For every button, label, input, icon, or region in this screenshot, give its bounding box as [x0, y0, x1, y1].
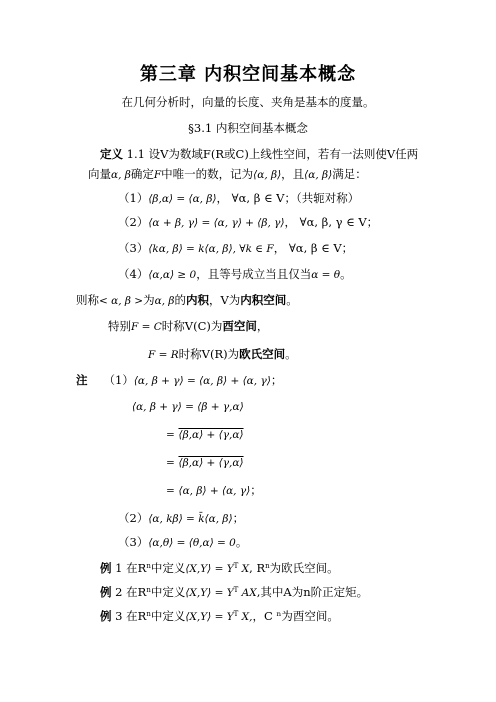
text: ,其中	[256, 585, 284, 599]
example-formula: X,	[238, 611, 253, 623]
superscript: T	[233, 610, 239, 618]
text: 。	[286, 293, 298, 307]
example-3	[100, 608, 339, 625]
space-symbol: R	[137, 561, 147, 575]
section-heading: §3.1 内积空间基本概念	[188, 121, 308, 135]
axiom-number: （2）	[118, 215, 149, 229]
example-1	[100, 560, 339, 577]
axiom-1	[118, 190, 359, 207]
math-field: F	[153, 169, 162, 181]
text: ；	[250, 483, 262, 497]
text: 中定义	[150, 609, 186, 623]
text: 则称	[76, 293, 99, 307]
note-line-2	[118, 510, 244, 527]
example-formula: ⟨X,Y⟩ = Y	[185, 587, 234, 599]
space-symbol: R	[137, 585, 147, 599]
note-formula: ⟨α, β + γ⟩ = ⟨α, β⟩ + ⟨α, γ⟩	[133, 375, 271, 387]
equals-sign: =	[166, 429, 175, 441]
text: 3 在	[111, 609, 138, 623]
derivation-line-1	[166, 426, 244, 443]
axiom-condition: ， ∀α, β ∈ V；（共轭对称）	[216, 191, 360, 205]
axiom-number: （4）	[118, 267, 149, 281]
note-number: （3）	[118, 535, 149, 549]
superscript: n	[146, 562, 151, 570]
term-inner-product: 内积	[185, 293, 209, 307]
text: 为	[143, 293, 155, 307]
derivation-formula: ⟨α, β⟩ + ⟨α, γ⟩	[178, 485, 251, 497]
example-label: 例	[100, 609, 112, 623]
axiom-2	[118, 214, 378, 231]
example-formula: ⟨X,Y⟩ = Y	[185, 611, 234, 623]
definition-label: 定义	[100, 147, 123, 161]
math-inner-product: ⟨α, β⟩	[253, 169, 282, 181]
text: 2 在	[111, 585, 138, 599]
text: A为n阶正定矩。	[283, 585, 369, 599]
superscript: T	[233, 562, 239, 570]
math-field-eq: F = C	[131, 321, 162, 333]
text: 。	[235, 535, 248, 549]
text: 特别	[108, 319, 131, 333]
text: 向量	[88, 167, 111, 181]
equals-sign: =	[166, 485, 175, 497]
term-euclidean-space: 欧氏空间	[239, 347, 286, 361]
text: 中定义	[150, 585, 186, 599]
text: 时称V(R)为	[178, 347, 240, 361]
example-formula: X	[238, 563, 250, 575]
math-vars: α, β	[154, 295, 175, 307]
derivation-line-3	[166, 482, 262, 499]
superscript: T	[233, 586, 239, 594]
text: 确定	[130, 167, 154, 181]
note-line-1	[76, 372, 282, 389]
conclusion-line	[76, 292, 298, 309]
text: 时称V(C)为	[161, 319, 223, 333]
text: ，V为	[208, 293, 241, 307]
note-formula: ⟨α,θ⟩ = ⟨θ,α⟩ = 0	[148, 537, 236, 549]
note-formula: ⟨α, kβ⟩ = k̄⟨α, β⟩	[148, 513, 233, 525]
text: 中唯一的数，记为	[161, 167, 254, 181]
text: C ⁿ为酉空间。	[264, 609, 339, 623]
math-inner-product: < α, β >	[99, 295, 144, 307]
note-number: （2）	[118, 511, 149, 525]
example-label: 例	[100, 561, 112, 575]
axiom-condition: ， ∀α, β, γ ∈ V；	[284, 215, 379, 229]
derivation-formula: ⟨α, β + γ⟩ = ⟨β + γ,α⟩	[132, 401, 244, 413]
math-inner-product: ⟨α, β⟩	[304, 169, 333, 181]
space-symbol: R	[137, 609, 147, 623]
axiom-4	[118, 266, 352, 283]
text: 满足：	[332, 167, 367, 181]
special-euclidean	[148, 346, 297, 363]
axiom-formula: ⟨β,α⟩ = ⟨α, β⟩	[148, 193, 217, 205]
math-vars: α, β	[111, 169, 131, 181]
text: , R	[249, 561, 266, 575]
text: 。	[285, 347, 297, 361]
example-label: 例	[100, 585, 112, 599]
axiom-equality: α = θ	[311, 269, 341, 281]
note-line-3	[118, 534, 247, 551]
text: ；	[232, 511, 245, 525]
superscript: n	[265, 562, 270, 570]
equals-sign: =	[166, 457, 175, 469]
axiom-3	[118, 240, 353, 257]
text: ，且	[281, 167, 305, 181]
example-formula: ⟨X,Y⟩ = Y	[185, 563, 234, 575]
derivation-line-2	[166, 454, 244, 471]
derivation-line-0	[132, 398, 244, 415]
chapter-title: 第三章 内积空间基本概念	[139, 64, 357, 85]
text: 。	[340, 267, 352, 281]
axiom-formula: ⟨kα, β⟩ = k⟨α, β⟩, ∀k ∈ F	[148, 243, 274, 255]
derivation-formula	[178, 457, 243, 469]
text: 1 在	[111, 561, 138, 575]
axiom-condition: ，且等号成立当且仅当	[196, 267, 312, 281]
text: 为欧氏空间。	[269, 561, 339, 575]
axiom-number: （1）	[118, 191, 149, 205]
special-unitary	[108, 318, 268, 335]
example-2	[100, 584, 368, 601]
text: ，	[252, 609, 264, 623]
note-label: 注	[76, 373, 88, 387]
text: ，	[256, 319, 269, 333]
axiom-formula: ⟨α + β, γ⟩ = ⟨α, γ⟩ + ⟨β, γ⟩	[148, 217, 285, 229]
text: 的	[174, 293, 186, 307]
intro-paragraph: 在几何分析时，向量的长度、夹角是基本的度量。	[121, 95, 375, 109]
term-unitary-space: 酉空间	[222, 319, 257, 333]
text: ；	[270, 373, 283, 387]
term-inner-product-space: 内积空间	[240, 293, 287, 307]
definition-line-1	[100, 146, 418, 162]
definition-line-2	[88, 166, 367, 183]
definition-text: 1.1 设V为数域F(R或C)上线性空间，若有一法则使V任两	[123, 147, 419, 161]
axiom-formula: ⟨α,α⟩ ≥ 0	[148, 269, 197, 281]
example-formula: AX	[238, 587, 257, 599]
axiom-condition: ， ∀α, β ∈ V；	[273, 241, 354, 255]
superscript: n	[146, 586, 151, 594]
conjugate-terms: ⟨β,α⟩ + ⟨γ,α⟩	[178, 457, 244, 469]
derivation-formula: ⟨β,α⟩ + ⟨γ,α⟩	[178, 429, 244, 441]
axiom-number: （3）	[118, 241, 149, 255]
note-number: （1）	[103, 373, 134, 387]
text: 中定义	[150, 561, 186, 575]
math-field-eq: F = R	[148, 349, 179, 361]
superscript: n	[146, 610, 151, 618]
